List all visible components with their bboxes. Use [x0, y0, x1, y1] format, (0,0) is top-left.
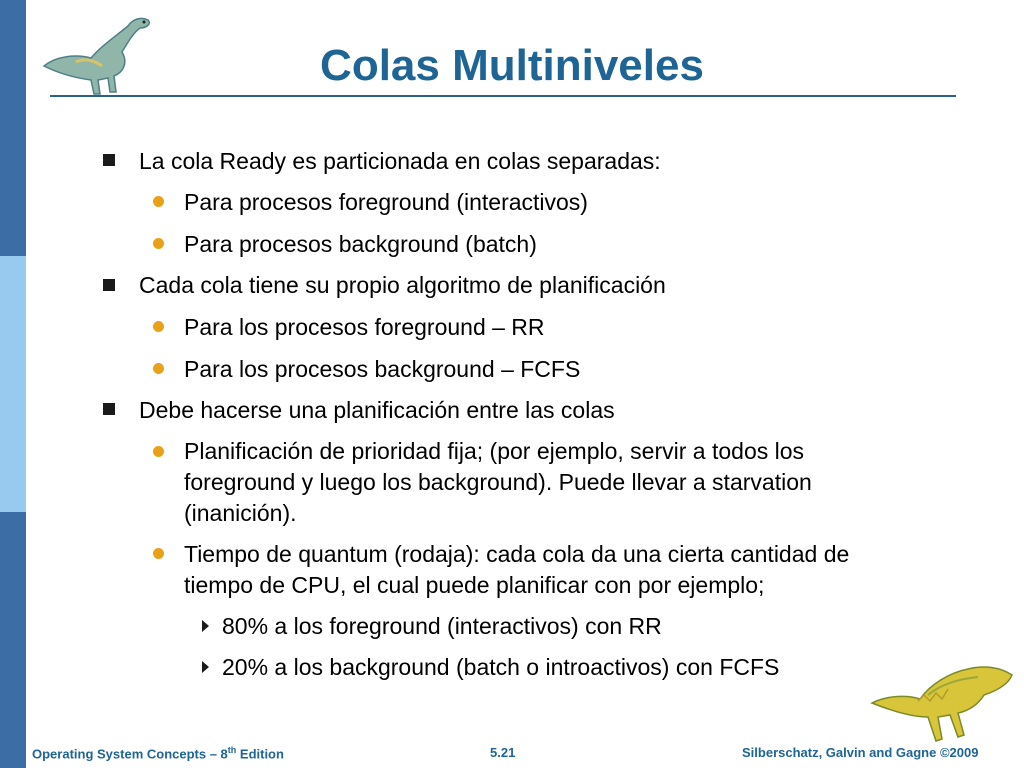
- sub-bullet-text: Para procesos background (batch): [184, 231, 537, 257]
- sub-bullet-text: Planificación de prioridad fija; (por ejemplo, servir a todos los: [184, 438, 805, 464]
- sub-bullet-text: Para los procesos foreground – RR: [184, 314, 545, 340]
- square-bullet-icon: [103, 279, 115, 291]
- round-bullet-icon: [153, 196, 164, 207]
- slide-title: Colas Multiniveles: [320, 41, 704, 90]
- triangle-bullet-icon: [202, 620, 209, 632]
- sub-bullet-text: Para los procesos background – FCFS: [184, 356, 581, 382]
- footer-book-title: [32, 745, 284, 761]
- sub-sub-bullet-text: 80% a los foreground (interactivos) con RR: [222, 613, 662, 639]
- bullet-text: Debe hacerse una planificación entre las colas: [139, 397, 615, 423]
- round-bullet-icon: [153, 363, 164, 374]
- footer-book-title-sup: th: [227, 745, 237, 755]
- sub-sub-bullet-text: 20% a los background (batch o introactivos) con FCFS: [222, 654, 780, 680]
- round-bullet-icon: [153, 446, 164, 457]
- round-bullet-icon: [153, 238, 164, 249]
- sub-bullet-text: foreground y luego los background). Puede llevar a starvation: [184, 469, 812, 495]
- round-bullet-icon: [153, 321, 164, 332]
- square-bullet-icon: [103, 403, 115, 415]
- sub-bullet-text: tiempo de CPU, el cual puede planificar con por ejemplo;: [184, 572, 765, 598]
- sub-bullet-text: Para procesos foreground (interactivos): [184, 189, 588, 215]
- footer-book-title-text: Operating System Concepts – 8: [32, 746, 228, 762]
- sub-bullet-text: Tiempo de quantum (rodaja): cada cola da una cierta cantidad de: [184, 541, 850, 567]
- triangle-bullet-icon: [202, 661, 209, 673]
- bullet-text: Cada cola tiene su propio algoritmo de planificación: [139, 272, 666, 298]
- footer-page-number: 5.21: [490, 745, 516, 760]
- sub-bullet-text: (inanición).: [184, 500, 297, 526]
- footer-authors: Silberschatz, Galvin and Gagne ©2009: [742, 745, 979, 760]
- square-bullet-icon: [103, 154, 115, 166]
- bullet-text: La cola Ready es particionada en colas separadas:: [139, 148, 661, 174]
- footer-book-title-tail: Edition: [236, 746, 284, 762]
- dinosaur-logo-bottom: [868, 655, 1018, 745]
- round-bullet-icon: [153, 548, 164, 559]
